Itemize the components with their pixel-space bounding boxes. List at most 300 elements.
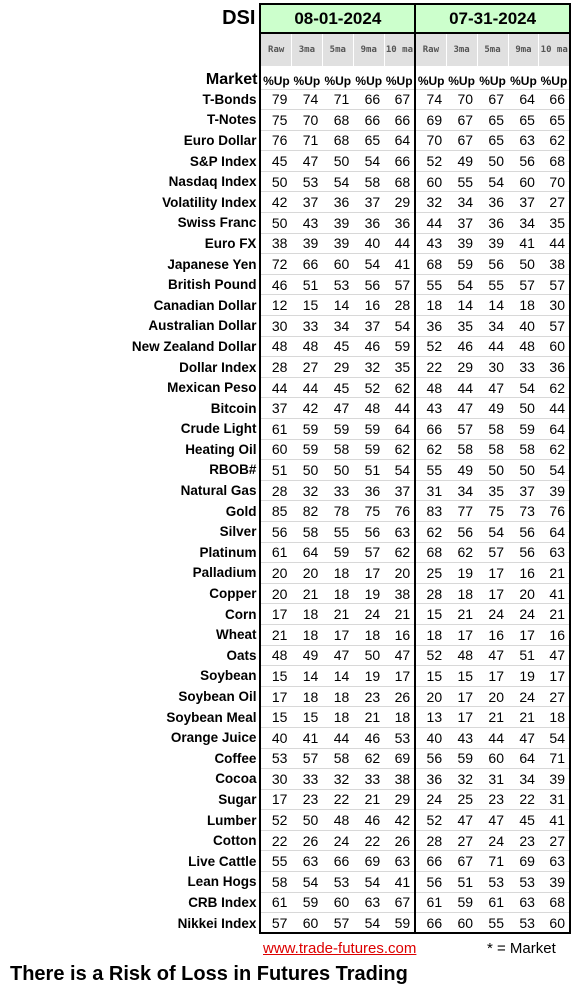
value-cell: 73 (508, 501, 539, 522)
pct-up-header: %Up (415, 66, 446, 89)
value-cell: 54 (384, 316, 415, 337)
value-cell: 16 (477, 624, 508, 645)
value-cell: 40 (415, 727, 446, 748)
table-row (0, 624, 570, 645)
value-cell: 20 (477, 686, 508, 707)
value-cell: 76 (260, 130, 291, 151)
value-cell: 62 (384, 542, 415, 563)
value-cell: 32 (353, 357, 384, 378)
value-cell: 37 (291, 192, 322, 213)
value-cell: 59 (446, 748, 477, 769)
value-cell: 47 (291, 151, 322, 172)
value-cell: 52 (353, 377, 384, 398)
value-cell: 62 (384, 439, 415, 460)
value-cell: 18 (291, 624, 322, 645)
value-cell: 47 (539, 645, 570, 666)
value-cell: 35 (477, 480, 508, 501)
value-cell: 74 (415, 89, 446, 110)
table-row (0, 480, 570, 501)
value-cell: 52 (415, 336, 446, 357)
value-cell: 24 (322, 830, 353, 851)
table-row (0, 830, 570, 851)
value-cell: 47 (508, 727, 539, 748)
value-cell: 15 (415, 666, 446, 687)
value-cell: 68 (415, 254, 446, 275)
value-cell: 18 (322, 583, 353, 604)
value-cell: 46 (353, 727, 384, 748)
value-cell: 17 (446, 686, 477, 707)
value-cell: 19 (446, 563, 477, 584)
value-cell: 38 (260, 233, 291, 254)
value-cell: 33 (322, 480, 353, 501)
value-cell: 20 (415, 686, 446, 707)
value-cell: 66 (415, 419, 446, 440)
value-cell: 17 (477, 666, 508, 687)
value-cell: 54 (322, 171, 353, 192)
value-cell: 27 (539, 830, 570, 851)
value-cell: 12 (260, 295, 291, 316)
value-cell: 32 (322, 769, 353, 790)
value-cell: 45 (322, 336, 353, 357)
value-cell: 40 (260, 727, 291, 748)
value-cell: 66 (384, 151, 415, 172)
value-cell: 54 (353, 872, 384, 893)
value-cell: 65 (477, 110, 508, 131)
value-cell: 30 (539, 295, 570, 316)
value-cell: 60 (322, 892, 353, 913)
value-cell: 36 (322, 192, 353, 213)
market-name: Lean Hogs (187, 874, 257, 890)
table-row (0, 727, 570, 748)
market-name: Mexican Peso (167, 380, 257, 396)
risk-disclaimer: There is a Risk of Loss in Futures Trading (10, 963, 408, 985)
value-cell: 36 (384, 213, 415, 234)
value-cell: 69 (353, 851, 384, 872)
value-cell: 35 (539, 213, 570, 234)
value-cell: 17 (322, 624, 353, 645)
value-cell: 39 (539, 872, 570, 893)
value-cell: 15 (446, 666, 477, 687)
value-cell: 19 (353, 666, 384, 687)
value-cell: 48 (291, 336, 322, 357)
market-name: CRB Index (188, 894, 257, 910)
value-cell: 60 (477, 748, 508, 769)
value-cell: 50 (322, 460, 353, 481)
table-row (0, 336, 570, 357)
value-cell: 37 (260, 398, 291, 419)
value-cell: 59 (384, 913, 415, 934)
value-cell: 71 (291, 130, 322, 151)
value-cell: 58 (353, 171, 384, 192)
market-name: Live Cattle (188, 853, 257, 869)
value-cell: 68 (415, 542, 446, 563)
table-row (0, 110, 570, 131)
value-cell: 59 (384, 336, 415, 357)
value-cell: 48 (446, 645, 477, 666)
value-cell: 45 (322, 377, 353, 398)
value-cell: 24 (353, 604, 384, 625)
value-cell: 51 (291, 274, 322, 295)
value-cell: 57 (291, 748, 322, 769)
value-cell: 44 (384, 398, 415, 419)
value-cell: 20 (260, 583, 291, 604)
market-name: Cotton (212, 833, 257, 849)
value-cell: 57 (508, 274, 539, 295)
value-cell: 17 (260, 789, 291, 810)
table-row (0, 460, 570, 481)
value-cell: 62 (415, 521, 446, 542)
value-cell: 42 (291, 398, 322, 419)
value-cell: 57 (477, 542, 508, 563)
value-cell: 48 (508, 336, 539, 357)
market-name: Silver (219, 524, 257, 540)
value-cell: 21 (446, 604, 477, 625)
value-cell: 52 (415, 810, 446, 831)
value-cell: 34 (446, 192, 477, 213)
value-cell: 21 (539, 604, 570, 625)
table-row (0, 357, 570, 378)
value-cell: 17 (508, 624, 539, 645)
value-cell: 14 (291, 666, 322, 687)
table-row (0, 604, 570, 625)
value-cell: 66 (384, 110, 415, 131)
market-name: Oats (226, 647, 257, 663)
value-cell: 36 (353, 480, 384, 501)
value-cell: 18 (446, 583, 477, 604)
value-cell: 59 (446, 254, 477, 275)
value-cell: 66 (291, 254, 322, 275)
value-cell: 63 (508, 130, 539, 151)
market-name: RBOB# (209, 462, 257, 478)
value-cell: 46 (446, 336, 477, 357)
value-cell: 14 (322, 295, 353, 316)
value-cell: 56 (446, 521, 477, 542)
value-cell: 58 (322, 748, 353, 769)
value-cell: 66 (415, 851, 446, 872)
value-cell: 59 (353, 439, 384, 460)
value-cell: 65 (353, 130, 384, 151)
value-cell: 35 (384, 357, 415, 378)
value-cell: 54 (446, 274, 477, 295)
pct-up-header: %Up (260, 66, 291, 89)
value-cell: 71 (477, 851, 508, 872)
value-cell: 36 (415, 769, 446, 790)
value-cell: 42 (260, 192, 291, 213)
value-cell: 60 (322, 254, 353, 275)
value-cell: 17 (539, 666, 570, 687)
value-cell: 66 (539, 89, 570, 110)
value-cell: 23 (508, 830, 539, 851)
value-cell: 54 (477, 171, 508, 192)
value-cell: 28 (260, 357, 291, 378)
value-cell: 23 (291, 789, 322, 810)
value-cell: 60 (291, 913, 322, 934)
table-row (0, 398, 570, 419)
subheader-previous-1: 3ma (446, 33, 477, 66)
value-cell: 64 (508, 748, 539, 769)
value-cell: 56 (508, 521, 539, 542)
value-cell: 43 (415, 398, 446, 419)
value-cell: 39 (322, 233, 353, 254)
value-cell: 70 (446, 89, 477, 110)
value-cell: 58 (508, 439, 539, 460)
value-cell: 20 (260, 563, 291, 584)
value-cell: 29 (384, 192, 415, 213)
value-cell: 85 (260, 501, 291, 522)
value-cell: 17 (384, 666, 415, 687)
value-cell: 64 (384, 130, 415, 151)
value-cell: 50 (477, 151, 508, 172)
value-cell: 17 (446, 707, 477, 728)
value-cell: 49 (446, 460, 477, 481)
value-cell: 59 (291, 892, 322, 913)
value-cell: 17 (353, 563, 384, 584)
value-cell: 66 (322, 851, 353, 872)
value-cell: 41 (291, 727, 322, 748)
value-cell: 23 (353, 686, 384, 707)
value-cell: 20 (384, 563, 415, 584)
value-cell: 54 (384, 460, 415, 481)
value-cell: 57 (384, 274, 415, 295)
date-header-current: 08-01-2024 (260, 4, 415, 33)
table-row (0, 789, 570, 810)
value-cell: 71 (322, 89, 353, 110)
value-cell: 28 (415, 830, 446, 851)
table-row (0, 913, 570, 934)
pct-up-header: %Up (293, 73, 321, 88)
value-cell: 33 (291, 769, 322, 790)
website-link[interactable]: www.trade-futures.com (263, 940, 417, 957)
value-cell: 59 (322, 419, 353, 440)
table-row (0, 892, 570, 913)
value-cell: 53 (260, 748, 291, 769)
value-cell: 63 (353, 892, 384, 913)
market-name: Copper (209, 586, 257, 602)
value-cell: 55 (415, 460, 446, 481)
value-cell: 74 (291, 89, 322, 110)
market-name: Platinum (199, 544, 257, 560)
value-cell: 70 (539, 171, 570, 192)
value-cell: 61 (415, 892, 446, 913)
value-cell: 17 (446, 624, 477, 645)
value-cell: 61 (477, 892, 508, 913)
subheader-previous-0: Raw (415, 33, 446, 66)
value-cell: 53 (291, 171, 322, 192)
value-cell: 49 (446, 151, 477, 172)
value-cell: 63 (539, 851, 570, 872)
value-cell: 52 (415, 645, 446, 666)
value-cell: 64 (539, 419, 570, 440)
value-cell: 63 (508, 892, 539, 913)
value-cell: 44 (415, 213, 446, 234)
value-cell: 62 (539, 439, 570, 460)
value-cell: 49 (291, 645, 322, 666)
table-row (0, 872, 570, 893)
value-cell: 16 (353, 295, 384, 316)
value-cell: 69 (415, 110, 446, 131)
market-name: Volatility Index (162, 194, 257, 210)
subheader-spacer (0, 33, 260, 66)
value-cell: 57 (539, 274, 570, 295)
value-cell: 24 (508, 686, 539, 707)
value-cell: 41 (539, 583, 570, 604)
table-row (0, 769, 570, 790)
value-cell: 18 (322, 686, 353, 707)
market-name: T-Notes (206, 112, 257, 128)
value-cell: 56 (508, 542, 539, 563)
value-cell: 54 (477, 521, 508, 542)
value-cell: 16 (539, 624, 570, 645)
value-cell: 75 (353, 501, 384, 522)
value-cell: 51 (353, 460, 384, 481)
value-cell: 41 (539, 810, 570, 831)
value-cell: 17 (260, 604, 291, 625)
value-cell: 50 (508, 254, 539, 275)
value-cell: 54 (539, 727, 570, 748)
market-name: Heating Oil (185, 441, 257, 457)
value-cell: 22 (508, 789, 539, 810)
value-cell: 69 (384, 748, 415, 769)
market-name: Bitcoin (210, 400, 257, 416)
pct-up-header: %Up (448, 73, 475, 88)
subheader-current-2: 5ma (322, 33, 353, 66)
value-cell: 44 (384, 233, 415, 254)
value-cell: 33 (353, 769, 384, 790)
value-cell: 60 (539, 913, 570, 934)
market-name: Orange Juice (170, 730, 257, 746)
value-cell: 37 (384, 480, 415, 501)
value-cell: 19 (508, 666, 539, 687)
value-cell: 47 (477, 377, 508, 398)
value-cell: 78 (322, 501, 353, 522)
value-cell: 41 (384, 254, 415, 275)
value-cell: 44 (539, 398, 570, 419)
value-cell: 60 (415, 171, 446, 192)
value-cell: 43 (415, 233, 446, 254)
value-cell: 24 (477, 604, 508, 625)
value-cell: 22 (353, 830, 384, 851)
value-cell: 17 (260, 686, 291, 707)
value-cell: 50 (322, 151, 353, 172)
value-cell: 56 (353, 274, 384, 295)
value-cell: 48 (260, 336, 291, 357)
value-cell: 70 (291, 110, 322, 131)
table-row (0, 501, 570, 522)
value-cell: 65 (539, 110, 570, 131)
value-cell: 37 (446, 213, 477, 234)
value-cell: 24 (477, 830, 508, 851)
value-cell: 53 (322, 274, 353, 295)
value-cell: 22 (322, 789, 353, 810)
value-cell: 83 (415, 501, 446, 522)
value-cell: 52 (415, 151, 446, 172)
value-cell: 39 (539, 769, 570, 790)
value-cell: 18 (322, 707, 353, 728)
value-cell: 18 (415, 624, 446, 645)
value-cell: 18 (322, 563, 353, 584)
value-cell: 36 (415, 316, 446, 337)
value-cell: 75 (477, 501, 508, 522)
table-row (0, 851, 570, 872)
table-row (0, 666, 570, 687)
table-title: DSI (222, 7, 256, 29)
value-cell: 72 (260, 254, 291, 275)
value-cell: 39 (539, 480, 570, 501)
value-cell: 46 (260, 274, 291, 295)
value-cell: 63 (384, 851, 415, 872)
market-name: Palladium (192, 565, 257, 581)
value-cell: 61 (260, 419, 291, 440)
value-cell: 50 (508, 398, 539, 419)
value-cell: 36 (477, 213, 508, 234)
value-cell: 56 (415, 748, 446, 769)
value-cell: 54 (353, 151, 384, 172)
value-cell: 34 (508, 769, 539, 790)
value-cell: 43 (291, 213, 322, 234)
value-cell: 45 (260, 151, 291, 172)
value-cell: 32 (446, 769, 477, 790)
value-cell: 21 (508, 707, 539, 728)
pct-up-header: %Up (510, 73, 537, 88)
table-row (0, 316, 570, 337)
value-cell: 30 (260, 769, 291, 790)
value-cell: 39 (322, 213, 353, 234)
value-cell: 27 (539, 686, 570, 707)
market-name: Sugar (218, 791, 257, 807)
value-cell: 44 (477, 336, 508, 357)
value-cell: 76 (384, 501, 415, 522)
market-name: Dollar Index (179, 359, 257, 375)
value-cell: 16 (384, 624, 415, 645)
value-cell: 60 (446, 913, 477, 934)
value-cell: 49 (477, 398, 508, 419)
value-cell: 47 (384, 645, 415, 666)
value-cell: 39 (477, 233, 508, 254)
value-cell: 56 (353, 521, 384, 542)
value-cell: 47 (477, 645, 508, 666)
table-row (0, 295, 570, 316)
value-cell: 64 (384, 419, 415, 440)
value-cell: 62 (415, 439, 446, 460)
value-cell: 66 (353, 89, 384, 110)
value-cell: 29 (446, 357, 477, 378)
table-row (0, 645, 570, 666)
value-cell: 50 (353, 645, 384, 666)
value-cell: 30 (477, 357, 508, 378)
value-cell: 55 (477, 913, 508, 934)
table-row (0, 233, 570, 254)
value-cell: 53 (477, 872, 508, 893)
value-cell: 21 (260, 624, 291, 645)
subheader-previous-2: 5ma (477, 33, 508, 66)
table-row (0, 521, 570, 542)
market-name: Wheat (215, 627, 257, 643)
value-cell: 22 (260, 830, 291, 851)
value-cell: 44 (291, 377, 322, 398)
value-cell: 31 (477, 769, 508, 790)
value-cell: 36 (353, 213, 384, 234)
value-cell: 68 (384, 171, 415, 192)
value-cell: 46 (353, 810, 384, 831)
value-cell: 59 (446, 892, 477, 913)
value-cell: 25 (446, 789, 477, 810)
value-cell: 24 (508, 604, 539, 625)
market-name: British Pound (167, 277, 257, 293)
market-footnote: * = Market (487, 940, 556, 957)
value-cell: 67 (384, 892, 415, 913)
market-name: Soybean Oil (178, 689, 257, 705)
value-cell: 27 (446, 830, 477, 851)
